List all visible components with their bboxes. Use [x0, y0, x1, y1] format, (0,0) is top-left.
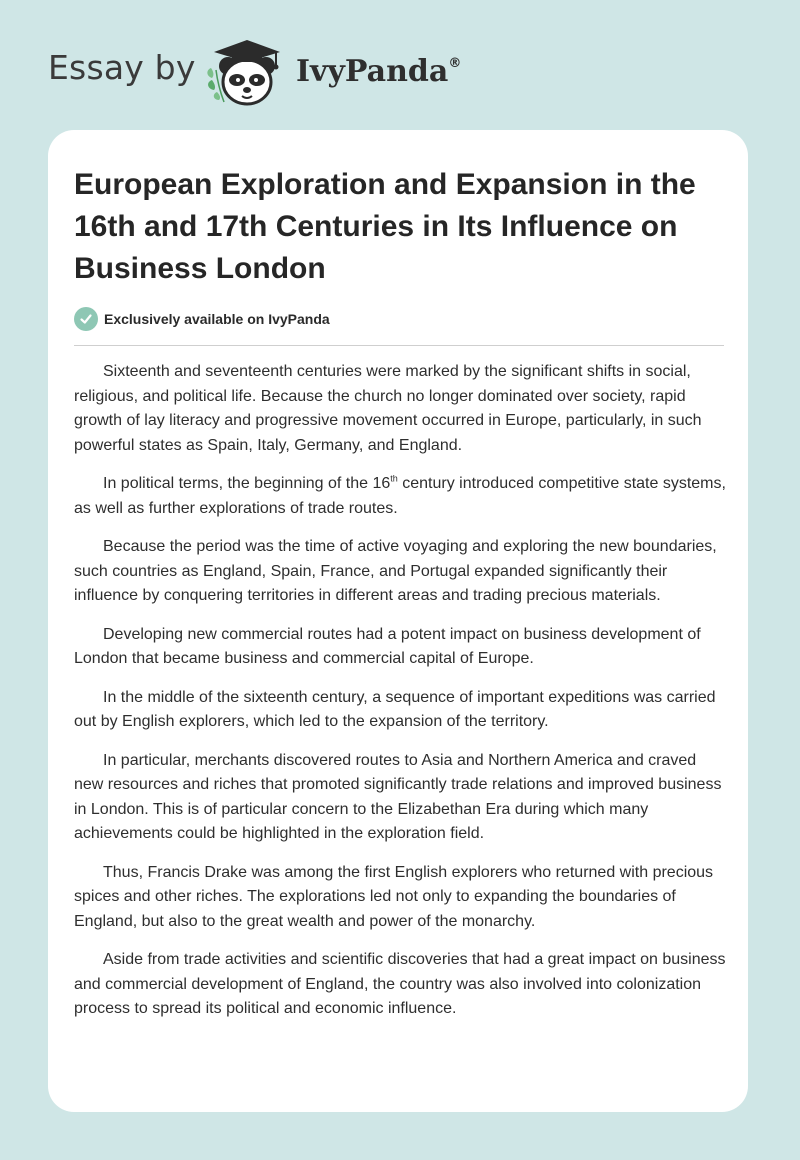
- essay-by-label: Essay by: [48, 48, 196, 87]
- paragraph-8: Aside from trade activities and scientific discoveries that had a great impact on business and commercial development of England, the country was also involved into colonization process to spread its political and economic influence.: [74, 951, 726, 1017]
- paragraph-2: In political terms, the beginning of the 16th century introduced competitive state systems, as well as further explorations of trade routes.: [74, 473, 726, 517]
- paragraph-6: In particular, merchants discovered routes to Asia and Northern America and craved new resources and riches that promoted significantly trade relations and improved business in London. This is of particular concern to the Elizabethan Era during which many achievements could be highlighted in the exploration field.: [74, 751, 722, 842]
- site-header: [0, 0, 800, 130]
- essay-body: [74, 360, 726, 1036]
- exclusive-label: Exclusively available on IvyPanda: [104, 311, 330, 327]
- checkmark-icon: [74, 307, 98, 331]
- registered-mark: ®: [448, 56, 462, 71]
- essay-title: European Exploration and Expansion in the 16th and 17th Centuries in Its Influence on Business London: [74, 168, 696, 285]
- ivypanda-logo-icon[interactable]: [202, 36, 292, 110]
- paragraph-3: Because the period was the time of active voyaging and exploring the new boundaries, such countries as England, Spain, France, and Portugal expanded significantly their influence by conquering territories in different areas and trading precious materials.: [74, 538, 717, 604]
- paragraph-5: In the middle of the sixteenth century, a sequence of important expeditions was carried out by English explorers, which led to the expansion of the territory.: [74, 688, 716, 730]
- divider: [74, 345, 724, 346]
- paragraph-7: Thus, Francis Drake was among the first English explorers who returned with precious spices and other riches. The explorations led not only to expanding the boundaries of England, but also to the great wealth and power of the monarchy.: [74, 863, 714, 930]
- paragraph-4: Developing new commercial routes had a potent impact on business development of London that became business and commercial capital of Europe.: [74, 625, 701, 667]
- essay-card: [48, 130, 748, 1112]
- paragraph-1: Sixteenth and seventeenth centuries were marked by the significant shifts in social, religious, and political life. Because the church no longer dominated over society, rapid growth of lay literacy and progressive movement occurred in Europe, particularly, in such powerful states as Spain, Italy, Germany, and England.: [74, 363, 702, 454]
- ivypanda-brand-name[interactable]: IvyPanda®: [296, 54, 462, 89]
- exclusive-badge: [74, 306, 330, 332]
